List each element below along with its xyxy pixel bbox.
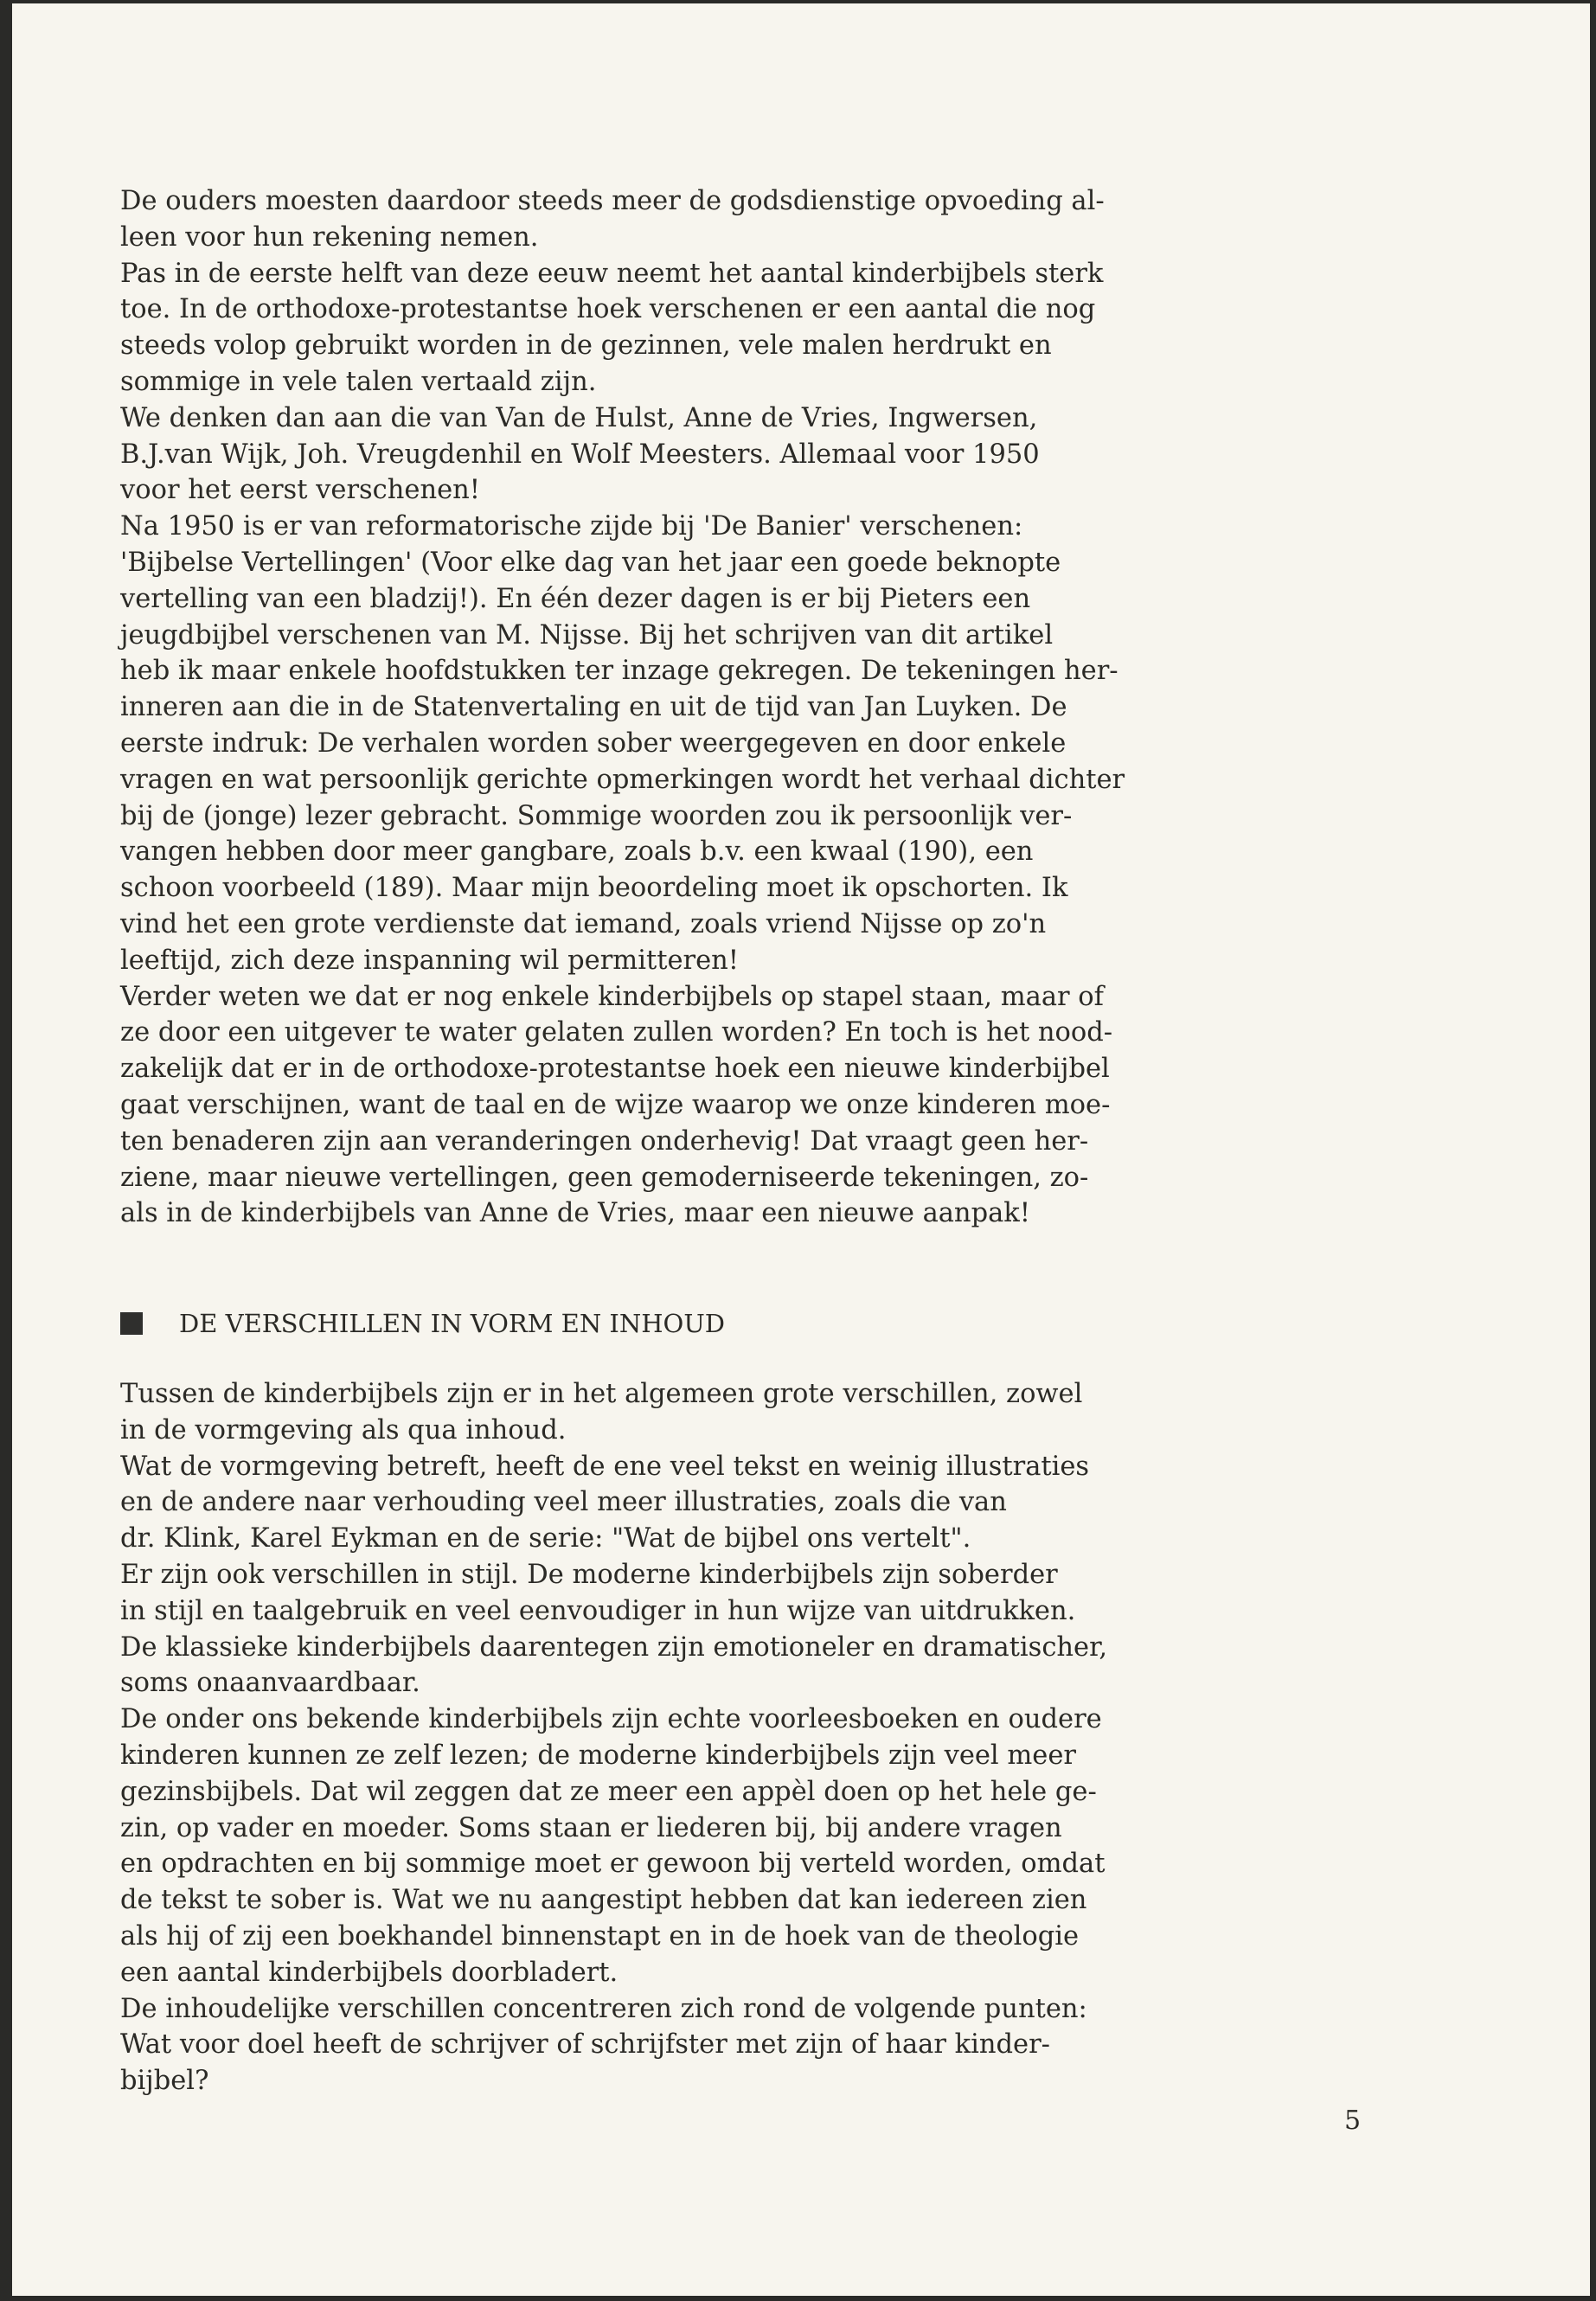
text-line: ziene, maar nieuwe vertellingen, geen gemoderniseerde tekeningen, zo- bbox=[120, 1162, 1089, 1193]
text-line: 'Bijbelse Vertellingen' (Voor elke dag van het jaar een goede beknopte bbox=[120, 547, 1061, 578]
text-line: ten benaderen zijn aan veranderingen onderhevig! Dat vraagt geen her- bbox=[120, 1125, 1089, 1157]
text-line: zin, op vader en moeder. Soms staan er liederen bij, bij andere vragen bbox=[120, 1812, 1062, 1843]
text-line: dr. Klink, Karel Eykman en de serie: "Wat de bijbel ons vertelt". bbox=[120, 1523, 971, 1554]
text-line: toe. In de orthodoxe-protestantse hoek verschenen er een aantal die nog bbox=[120, 294, 1096, 325]
text-line: voor het eerst verschenen! bbox=[120, 475, 481, 506]
text-line: in stijl en taalgebruik en veel eenvoudiger in hun wijze van uitdrukken. bbox=[120, 1595, 1076, 1626]
text-line: in de vormgeving als qua inhoud. bbox=[120, 1414, 567, 1445]
text-line: en de andere naar verhouding veel meer illustraties, zoals die van bbox=[120, 1487, 1007, 1518]
text-line: eerste indruk: De verhalen worden sober weergegeven en door enkele bbox=[120, 727, 1067, 759]
text-line: De klassieke kinderbijbels daarentegen zijn emotioneler en dramatischer, bbox=[120, 1631, 1108, 1663]
text-line: kinderen kunnen ze zelf lezen; de moderne kinderbijbels zijn veel meer bbox=[120, 1740, 1076, 1771]
body-text-top bbox=[120, 183, 1383, 1232]
text-line: Verder weten we dat er nog enkele kinderbijbels op stapel staan, maar of bbox=[120, 981, 1104, 1012]
text-line: sommige in vele talen vertaald zijn. bbox=[120, 366, 597, 397]
scanned-page bbox=[12, 3, 1590, 2296]
text-line: leeftijd, zich deze inspanning wil permitteren! bbox=[120, 945, 740, 976]
text-line: soms onaanvaardbaar. bbox=[120, 1668, 420, 1699]
text-line: leen voor hun rekening nemen. bbox=[120, 221, 539, 253]
text-line: Wat de vormgeving betreft, heeft de ene veel tekst en weinig illustraties bbox=[120, 1451, 1090, 1482]
text-line: gezinsbijbels. Dat wil zeggen dat ze meer een appèl doen op het hele ge- bbox=[120, 1776, 1097, 1807]
text-line: heb ik maar enkele hoofdstukken ter inzage gekregen. De tekeningen her- bbox=[120, 656, 1118, 687]
text-line: We denken dan aan die van Van de Hulst, Anne de Vries, Ingwersen, bbox=[120, 402, 1038, 433]
section-heading-text: DE VERSCHILLEN IN VORM EN INHOUD bbox=[179, 1309, 726, 1338]
text-line: Wat voor doel heeft de schrijver of schrijfster met zijn of haar kinder- bbox=[120, 2029, 1050, 2061]
section-heading bbox=[120, 1306, 725, 1341]
text-line: vind het een grote verdienste dat iemand, zoals vriend Nijsse op zo'n bbox=[120, 908, 1047, 939]
text-line: gaat verschijnen, want de taal en de wijze waarop we onze kinderen moe- bbox=[120, 1089, 1111, 1120]
text-line: Er zijn ook verschillen in stijl. De moderne kinderbijbels zijn soberder bbox=[120, 1559, 1058, 1590]
text-line: schoon voorbeeld (189). Maar mijn beoordeling moet ik opschorten. Ik bbox=[120, 873, 1068, 904]
page-number: 5 bbox=[1344, 2106, 1362, 2136]
text-line: als in de kinderbijbels van Anne de Vries, maar een nieuwe aanpak! bbox=[120, 1198, 1031, 1229]
text-line: ze door een uitgever te water gelaten zullen worden? En toch is het nood- bbox=[120, 1017, 1113, 1048]
text-line: bij de (jonge) lezer gebracht. Sommige woorden zou ik persoonlijk ver- bbox=[120, 800, 1073, 831]
text-line: vragen en wat persoonlijk gerichte opmerkingen wordt het verhaal dichter bbox=[120, 764, 1125, 795]
text-line: inneren aan die in de Statenvertaling en uit de tijd van Jan Luyken. De bbox=[120, 692, 1067, 723]
text-line: zakelijk dat er in de orthodoxe-protestantse hoek een nieuwe kinderbijbel bbox=[120, 1054, 1110, 1085]
text-line: De onder ons bekende kinderbijbels zijn echte voorleesboeken en oudere bbox=[120, 1704, 1102, 1735]
text-line: de tekst te sober is. Wat we nu aangestipt hebben dat kan iedereen zien bbox=[120, 1885, 1087, 1916]
text-line: als hij of zij een boekhandel binnenstapt en in de hoek van de theologie bbox=[120, 1920, 1080, 1952]
bullet-square-icon bbox=[120, 1312, 143, 1335]
text-line: Tussen de kinderbijbels zijn er in het algemeen grote verschillen, zowel bbox=[120, 1379, 1083, 1409]
text-line: vangen hebben door meer gangbare, zoals b.v. een kwaal (190), een bbox=[120, 836, 1034, 868]
text-line: B.J.van Wijk, Joh. Vreugdenhil en Wolf Meesters. Allemaal voor 1950 bbox=[120, 439, 1040, 470]
text-line: Na 1950 is er van reformatorische zijde bij 'De Banier' verschenen: bbox=[120, 511, 1023, 542]
body-text-bottom bbox=[120, 1376, 1383, 2099]
text-line: steeds volop gebruikt worden in de gezinnen, vele malen herdrukt en bbox=[120, 330, 1052, 362]
text-line: vertelling van een bladzij!). En één dezer dagen is er bij Pieters een bbox=[120, 583, 1031, 614]
text-line: een aantal kinderbijbels doorbladert. bbox=[120, 1957, 619, 1988]
text-line: bijbel? bbox=[120, 2066, 209, 2097]
text-line: en opdrachten en bij sommige moet er gewoon bij verteld worden, omdat bbox=[120, 1849, 1106, 1880]
text-line: De ouders moesten daardoor steeds meer de godsdienstige opvoeding al- bbox=[120, 186, 1105, 216]
text-line: jeugdbijbel verschenen van M. Nijsse. Bij het schrijven van dit artikel bbox=[120, 619, 1054, 651]
text-line: De inhoudelijke verschillen concentreren zich rond de volgende punten: bbox=[120, 1993, 1087, 2024]
text-line: Pas in de eerste helft van deze eeuw neemt het aantal kinderbijbels sterk bbox=[120, 258, 1104, 289]
